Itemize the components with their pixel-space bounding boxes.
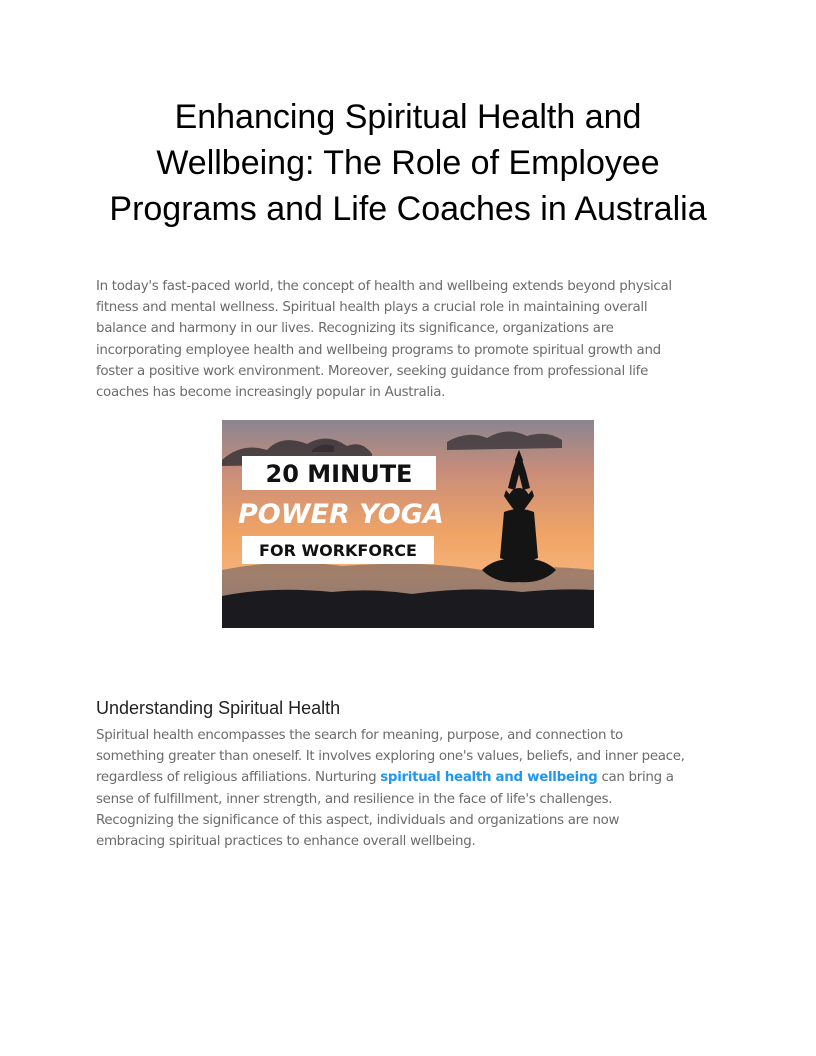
section-line: can bring a bbox=[597, 770, 674, 786]
section-heading: Understanding Spiritual Health bbox=[96, 698, 341, 718]
intro-line: balance and harmony in our lives. Recognizing its significance, organizations are bbox=[96, 321, 614, 337]
section-line: embracing spiritual practices to enhance overall wellbeing. bbox=[96, 834, 476, 850]
section-line: regardless of religious affiliations. Nurturing bbox=[96, 770, 381, 786]
ground-shape bbox=[222, 589, 594, 628]
spiritual-health-link[interactable]: spiritual health and wellbeing bbox=[380, 770, 598, 786]
title-line: Enhancing Spiritual Health and bbox=[174, 98, 642, 136]
intro-line: coaches has become increasingly popular in Australia. bbox=[96, 385, 446, 401]
title-line: Programs and Life Coaches in Australia bbox=[109, 190, 707, 228]
banner-line-2: POWER YOGA bbox=[238, 499, 444, 530]
yoga-banner-image bbox=[222, 420, 594, 628]
title-line: Wellbeing: The Role of Employee bbox=[156, 144, 660, 182]
intro-paragraph bbox=[96, 276, 720, 403]
page-title bbox=[80, 94, 736, 232]
section-line: Recognizing the significance of this aspect, individuals and organizations are now bbox=[96, 812, 620, 828]
section-line: Spiritual health encompasses the search for meaning, purpose, and connection to bbox=[96, 728, 623, 743]
section-line: something greater than oneself. It involves exploring one's values, beliefs, and inner peace, bbox=[96, 749, 685, 765]
section-paragraph bbox=[96, 725, 720, 852]
intro-line: fitness and mental wellness. Spiritual health plays a crucial role in maintaining overall bbox=[96, 300, 648, 316]
intro-line: foster a positive work environment. Moreover, seeking guidance from professional life bbox=[96, 363, 649, 379]
section-line: sense of fulfillment, inner strength, and resilience in the face of life's challenges. bbox=[96, 791, 613, 807]
intro-line: incorporating employee health and wellbeing programs to promote spiritual growth and bbox=[96, 342, 661, 358]
banner-line-1: 20 MINUTE bbox=[265, 460, 413, 488]
intro-line: In today's fast-paced world, the concept of health and wellbeing extends beyond physical bbox=[96, 279, 672, 294]
banner-line-3: FOR WORKFORCE bbox=[259, 541, 417, 560]
